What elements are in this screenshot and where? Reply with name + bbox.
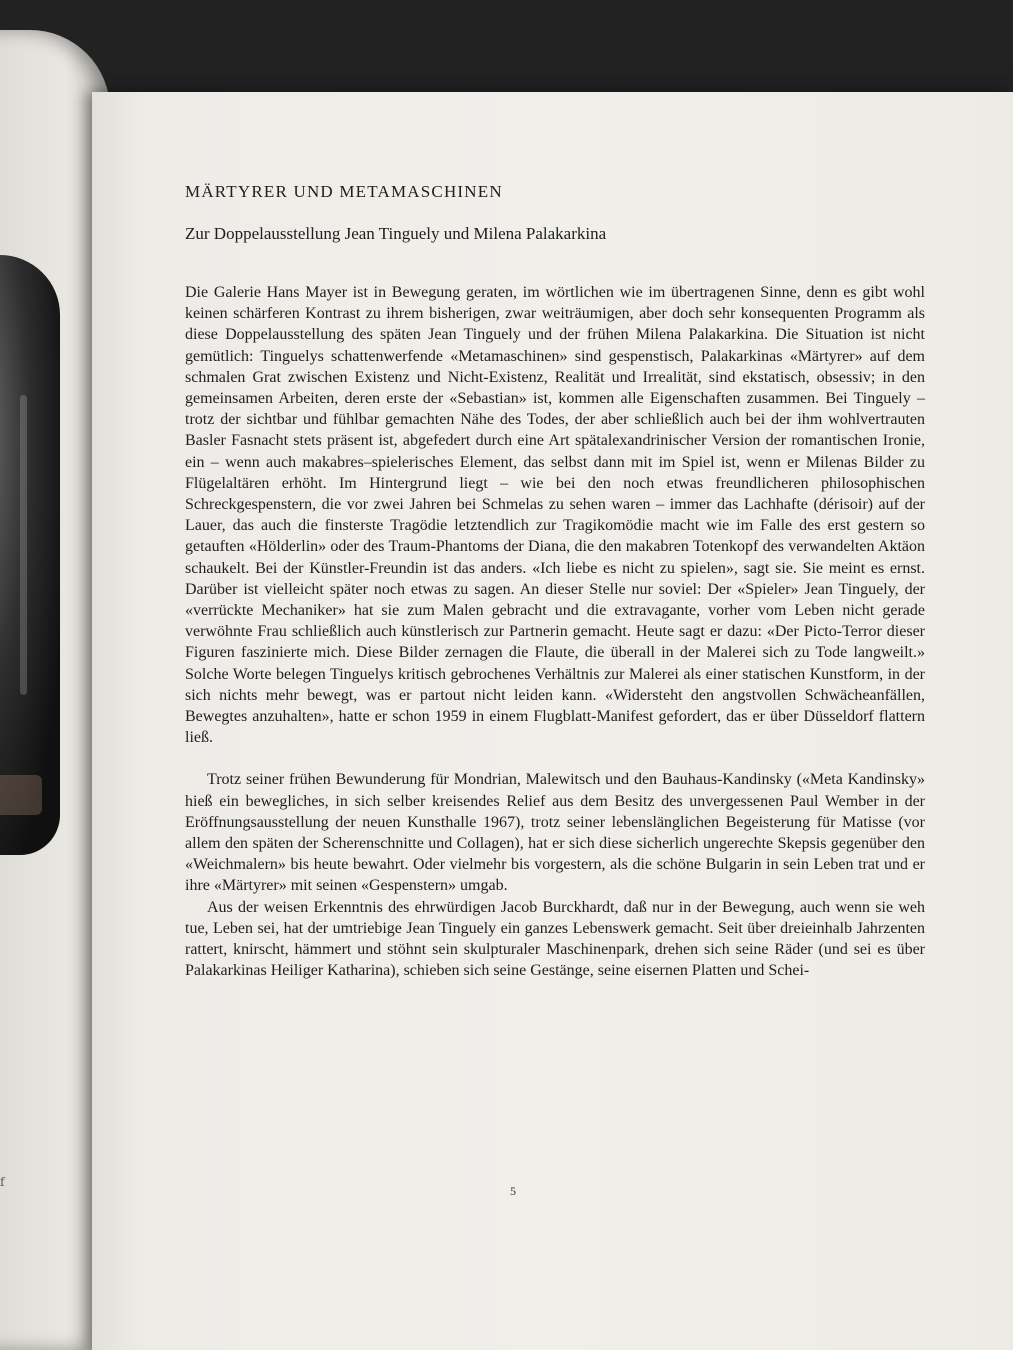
article-title: MÄRTYRER UND METAMASCHINEN — [185, 182, 503, 201]
article-paragraph-3: Aus der weisen Erkenntnis des ehrwürdigen Jacob Burckhardt, daß nur in der Bewegung, auch wenn sie weh tue, Leben sei, hat der umtriebige Jean Tinguely ein ganzes Lebenswerk gemacht. Seit über dreieinhalb Jahrzenten rattert, knirscht, hämmert und stöhnt sein skulpturaler Maschinenpark, drehen sich seine Räder (und sei es über Palakarkinas Heiliger Katharina), schieben sich seine Gestänge, seine eisernen Platten und Schei- — [185, 898, 925, 980]
article-paragraph-2: Trotz seiner frühen Bewunderung für Mondrian, Malewitsch und den Bauhaus-Kandinsky («Meta Kandinsky» hieß ein bewegliches, in sich selber kreisendes Relief aus dem Besitz des unvergessenen Paul Wember in der Eröffnungsausstellung der neuen Kunsthalle 1967), trotz seiner lebenslänglichen Begeisterung für Matisse (vor allem den späten der Scherenschnitte und Collagen), hat er sich diese sicherlich ungerechte Skepsis gegenüber den «Weichmalern» bis heute bewahrt. Oder vielmehr bis vorgestern, als die schöne Bulgarin in sein Leben trat und er ihre «Märtyrer» mit seinen «Gespenstern» umgab. — [185, 771, 925, 895]
page-number: 5 — [510, 1184, 516, 1198]
article — [185, 182, 925, 982]
article-paragraph-1: Die Galerie Hans Mayer ist in Bewegung geraten, im wörtlichen wie im übertragenen Sinne, denn es gibt wohl keinen schärferen Kontrast zu ihrem bisherigen, zwar weiträumigen, aber doch sehr konsequenten Programm als diese Doppelausstellung des späten Jean Tinguely und der frühen Milena Palakarkina. Die Situation ist nicht gemütlich: Tinguelys schattenwerfende «Metamaschinen» sind gespenstisch, Palakarkinas «Märtyrer» auf dem schmalen Grat zwischen Existenz und Nicht-Existenz, Realität und Irrealität, sind ekstatisch, obsessiv; in den gemeinsamen Arbeiten, deren erste der «Sebastian» ist, kommen alle Eigenschaften zusammen. Bei Tinguely – trotz der sichtbar und fühlbar gemachten Nähe des Todes, der aber schließlich auch bei der ihm wohlvertrauten Basler Fasnacht stets präsent ist, abgefedert durch eine Art spätalexandrinischer Version der romantischen Ironie, ein – wenn auch makabres–spielerisches Element, das selbst dann mit im Spiel ist, wenn er Milenas Bilder zu Flügelaltären erhöht. Im Hintergrund liegt – wie bei den noch etwas freundlicheren philosophischen Schreckgespenstern, die vor zwei Jahren bei Schmelas zu sehen waren – immer das Lachhafte (dérisoir) auf der Lauer, das auch die finsterste Tragödie letztendlich zur Tragikomödie macht wie im Falle des erst gestern so getauften «Hölderlin» oder des Traum-Phantoms der Diana, die den makabren Totenkopf des verwandelten Aktäon schaukelt. Bei der Künstler-Freundin ist das anders. «Ich liebe es nicht zu spielen», sagt sie. Sie meint es ernst. Darüber ist vielleicht später noch etwas zu sagen. An dieser Stelle nur soviel: Der «Spieler» Jean Tinguely, der «verrückte Mechaniker» hat sie zum Malen gebracht und die extravagante, vorher vom Leben nicht gerade verwöhnte Frau schließlich auch künstlerisch zur Partnerin gemacht. Heute sagt er dazu: «Der Picto-Terror dieser Figuren faszinierte mich. Diese Bilder zernagen die Flaute, die überall in der Malerei sich zu Tode langweilt.» Solche Worte belegen Tinguelys kritisch gebrochenes Verhältnis zur Malerei als einer statischen Kunstform, in der sich nichts mehr bewegt, was er partout nicht leiden kann. «Widersteht den angstvollen Schwächeanfällen, Bewegtes anzuhalten», hatte er schon 1959 in einem Flugblatt-Manifest gefordert, das er über Düsseldorf flattern ließ. — [185, 284, 925, 747]
left-page-margin-mark: f — [0, 1175, 5, 1189]
article-subtitle: Zur Doppelausstellung Jean Tinguely und Milena Palakarkina — [185, 224, 607, 243]
right-page — [92, 92, 1013, 1350]
left-page-photo — [0, 255, 60, 855]
